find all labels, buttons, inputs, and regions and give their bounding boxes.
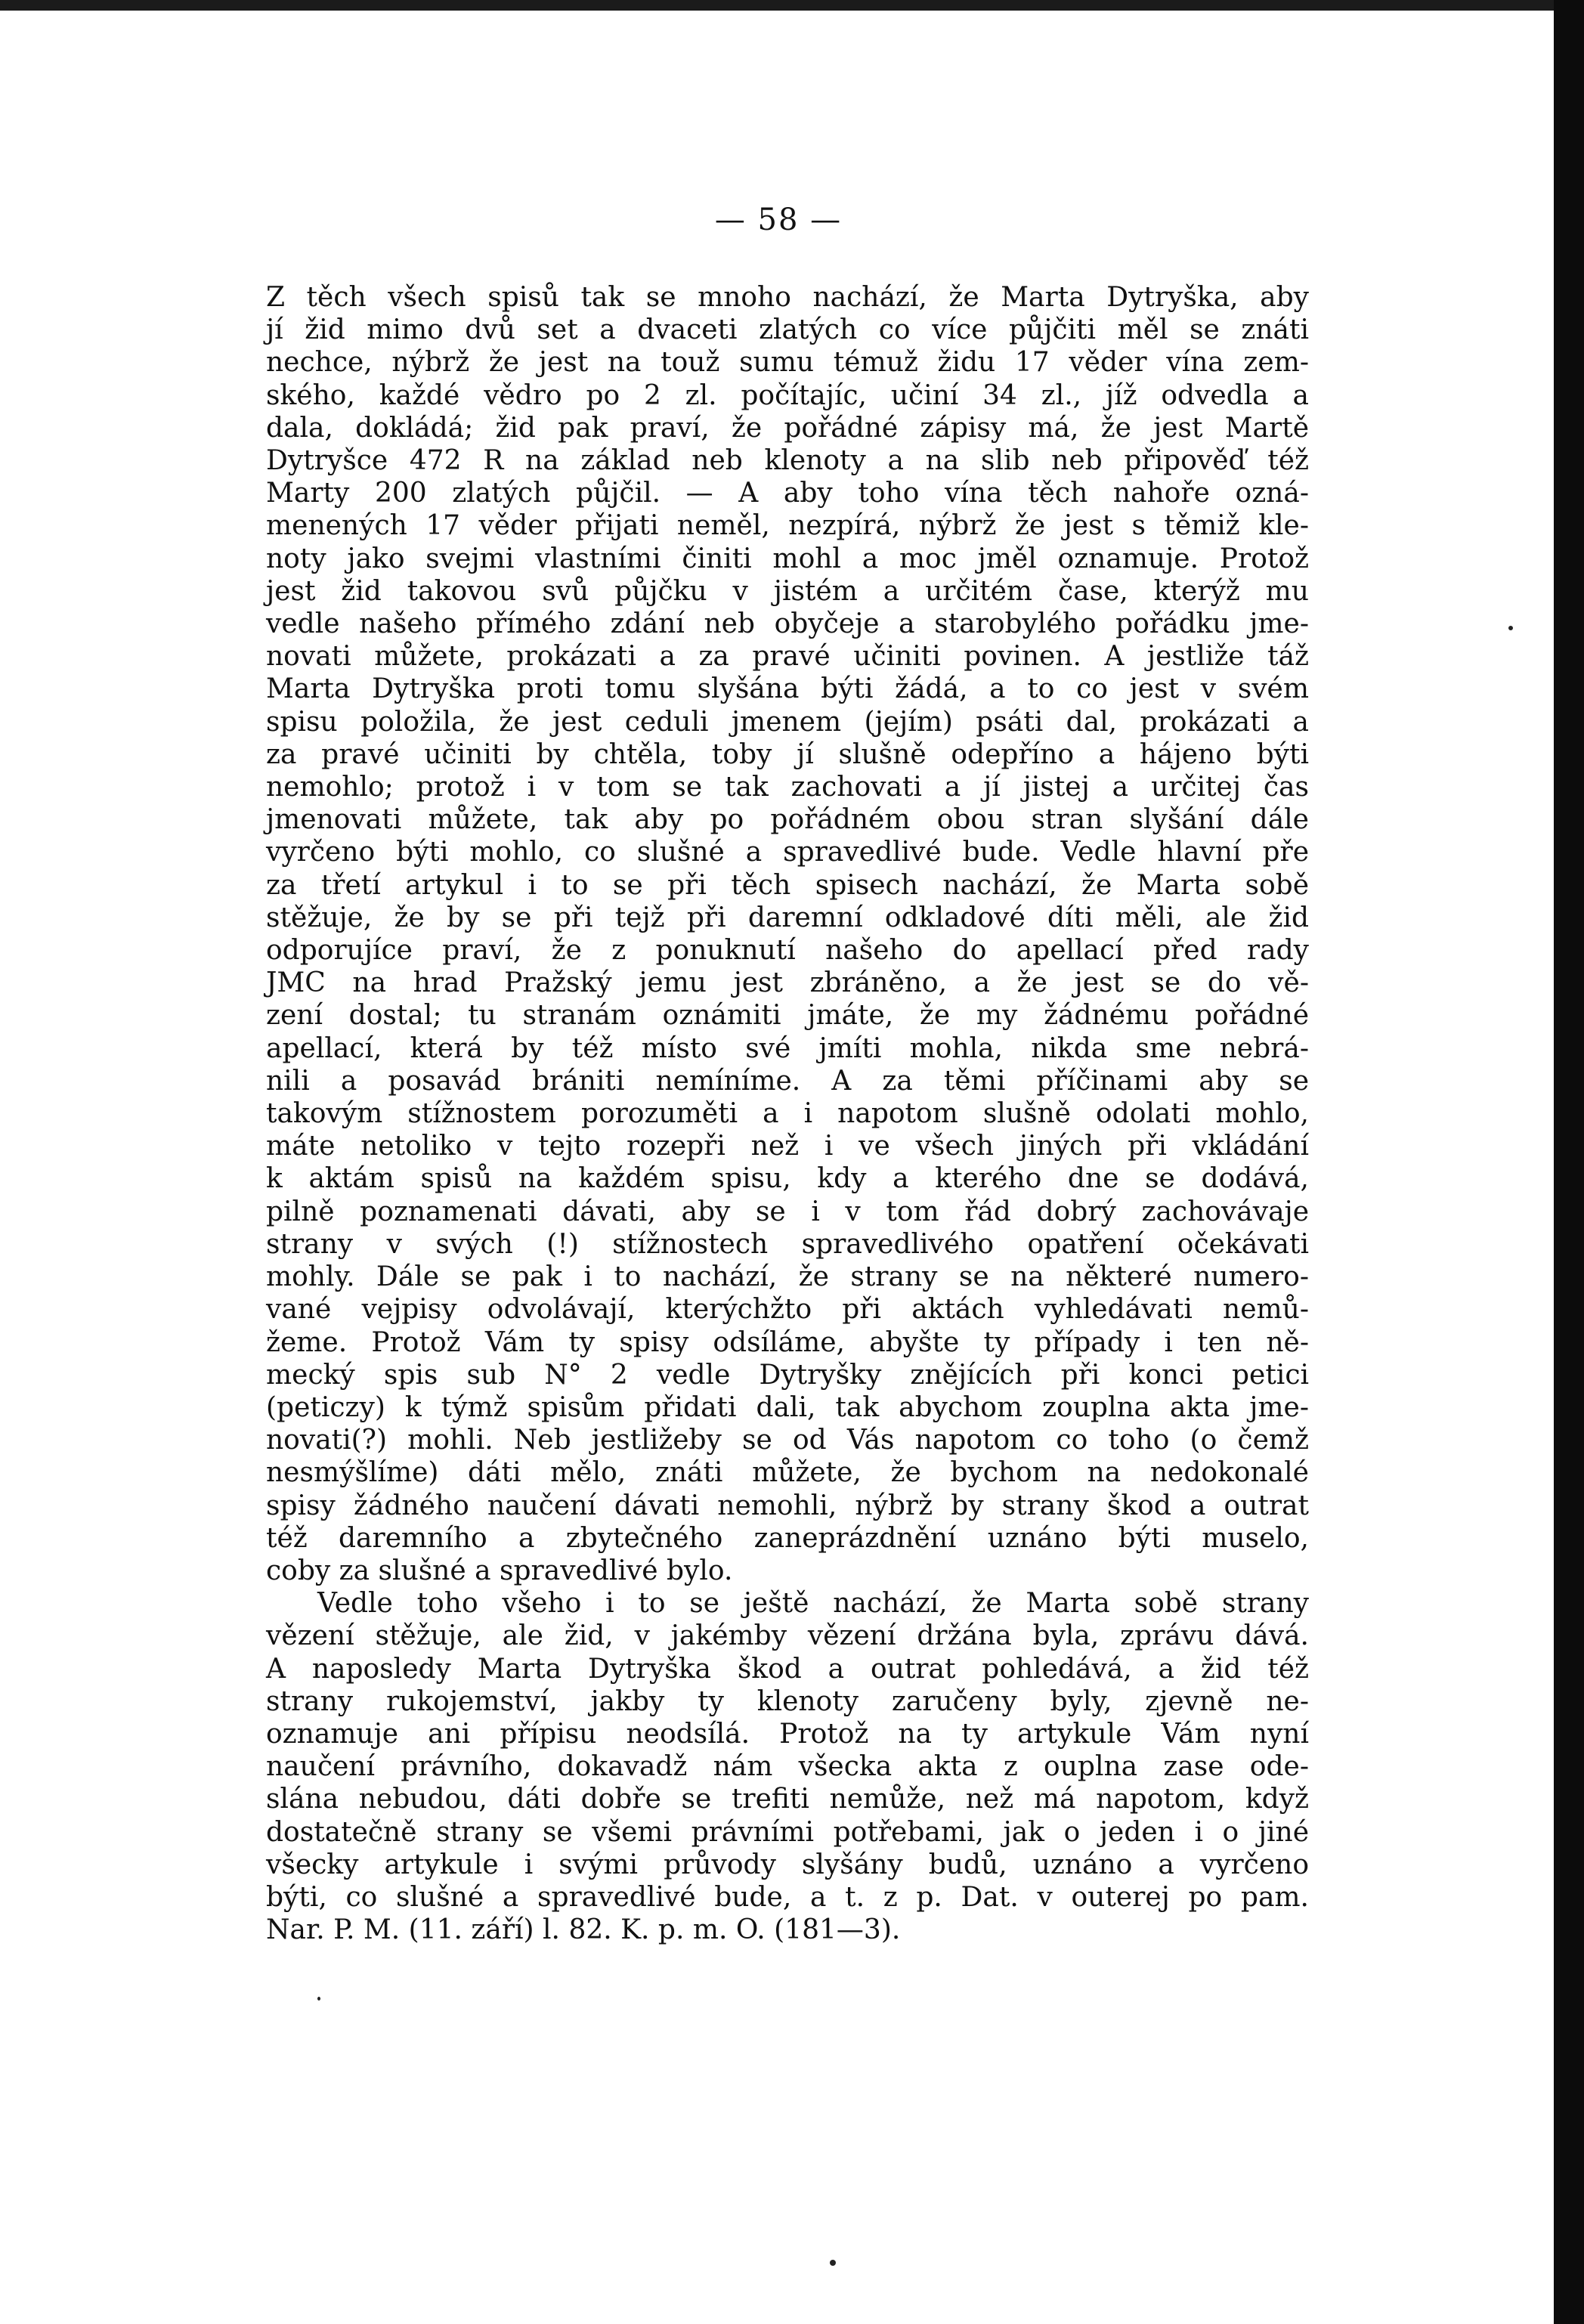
scan-speck — [317, 1997, 320, 2001]
text-line: Z těch všech spisů tak se mnoho nachází, že Marta Dytryška, aby — [266, 282, 1309, 313]
scan-speck — [830, 2260, 836, 2266]
text-line: pilně poznamenati dávati, aby se i v tom řád dobrý zachovávaje — [266, 1196, 1309, 1227]
text-line: vané vejpisy odvolávají, kterýchžto při aktách vyhledávati nemů- — [266, 1294, 1309, 1326]
text-line: (peticzy) k týmž spisům přidati dali, tak abychom zouplna akta jme- — [266, 1391, 1309, 1423]
text-line: jí žid mimo dvů set a dvaceti zlatých co více půjčiti měl se znáti — [266, 314, 1309, 346]
text-line: Marty 200 zlatých půjčil. — A aby toho vína těch nahoře ozná- — [266, 478, 1309, 509]
text-line: apellací, která by též místo své jmíti mohla, nikda sme nebrá- — [266, 1032, 1309, 1064]
text-line: dala, dokládá; žid pak praví, že pořádné zápisy má, že jest Martě — [266, 412, 1309, 444]
text-line: coby za slušné a spravedlivé bylo. — [266, 1555, 733, 1586]
text-line: noty jako svejmi vlastními činiti mohl a moc jměl oznamuje. Protož — [266, 543, 1309, 574]
text-line: odporujíce praví, že z ponuknutí našeho do apellací před rady — [266, 935, 1309, 967]
text-line: Dytryšce 472 R na základ neb klenoty a na slib neb připověď též — [266, 445, 1309, 477]
text-line: slána nebudou, dáti dobře se trefiti nemůže, než má napotom, když — [266, 1784, 1309, 1815]
text-line: žeme. Protož Vám ty spisy odsíláme, abyšte ty případy i ten ně- — [266, 1326, 1309, 1358]
text-line: Vedle toho všeho i to se ještě nachází, že Marta sobě strany — [317, 1588, 1309, 1620]
text-line: vedle našeho přímého zdání neb obyčeje a starobylého pořádku jme- — [266, 608, 1309, 640]
text-line: jmenovati můžete, tak aby po pořádném obou stran slyšání dále — [266, 804, 1309, 836]
text-line: novati(?) mohli. Neb jestližeby se od Vás napotom co toho (o čemž — [266, 1425, 1309, 1456]
text-line: nesmýšlíme) dáti mělo, znáti můžete, že bychom na nedokonalé — [266, 1457, 1309, 1489]
text-line: oznamuje ani přípisu neodsílá. Protož na ty artykule Vám nyní — [266, 1718, 1309, 1750]
text-line: zení dostal; tu stranám oznámiti jmáte, že my žádnému pořádné — [266, 1000, 1309, 1032]
scan-border-right — [1554, 0, 1584, 2324]
scan-speck — [1508, 626, 1513, 630]
text-line: nechce, nýbrž že jest na touž sumu témuž židu 17 věder vína zem- — [266, 347, 1309, 379]
text-line: spisu položila, že jest ceduli jmenem (jejím) psáti dal, prokázati a — [266, 706, 1309, 738]
text-line: mohly. Dále se pak i to nachází, že strany se na některé numero- — [266, 1261, 1309, 1293]
text-line: nili a posavád brániti nemíníme. A za těmi příčinami aby se — [266, 1065, 1309, 1097]
text-line: strany rukojemství, jakby ty klenoty zaručeny byly, zjevně ne- — [266, 1685, 1309, 1717]
text-line: menených 17 věder přijati neměl, nezpírá, nýbrž že jest s těmiž kle- — [266, 510, 1309, 542]
text-line: A naposledy Marta Dytryška škod a outrat pohledává, a žid též — [266, 1653, 1309, 1685]
text-line: ského, každé vědro po 2 zl. počítajíc, učiní 34 zl., jíž odvedla a — [266, 379, 1309, 411]
text-line: máte netoliko v tejto rozepři než i ve všech jiných při vkládání — [266, 1131, 1309, 1162]
text-line: vězení stěžuje, ale žid, v jakémby vězení držána byla, zprávu dává. — [266, 1620, 1309, 1652]
text-line: též daremního a zbytečného zaneprázdnění uznáno býti muselo, — [266, 1522, 1309, 1554]
text-line: mecký spis sub N° 2 vedle Dytryšky znějících při konci petici — [266, 1359, 1309, 1391]
text-line: vyrčeno býti mohlo, co slušné a spravedlivé bude. Vedle hlavní pře — [266, 837, 1309, 868]
text-line: spisy žádného naučení dávati nemohli, nýbrž by strany škod a outrat — [266, 1490, 1309, 1521]
text-line: Nar. P. M. (11. září) l. 82. K. p. m. O. (181—3). — [266, 1914, 901, 1946]
text-line: všecky artykule i svými průvody slyšány budů, uznáno a vyrčeno — [266, 1849, 1309, 1880]
text-line: dostatečně strany se všemi právními potřebami, jak o jeden i o jiné — [266, 1816, 1309, 1848]
text-line: takovým stížnostem porozuměti a i napotom slušně odolati mohlo, — [266, 1098, 1309, 1130]
text-line: novati můžete, prokázati a za pravé učiniti povinen. A jestliže táž — [266, 641, 1309, 673]
text-line: nemohlo; protož i v tom se tak zachovati a jí jistej a určitej čas — [266, 772, 1309, 803]
paragraph-1 — [266, 281, 1309, 1587]
text-line: stěžuje, že by se při tejž při daremní odkladové díti měli, ale žid — [266, 902, 1309, 933]
text-line: za pravé učiniti by chtěla, toby jí slušně odepříno a hájeno býti — [266, 738, 1309, 770]
paragraph-2 — [266, 1587, 1309, 1946]
text-line: k aktám spisů na každém spisu, kdy a kterého dne se dodává, — [266, 1163, 1309, 1195]
scan-border-top — [0, 0, 1557, 11]
text-line: za třetí artykul i to se při těch spisech nachází, že Marta sobě — [266, 869, 1309, 901]
text-line: JMC na hrad Pražský jemu jest zbráněno, a že jest se do vě- — [266, 967, 1309, 999]
text-line: býti, co slušné a spravedlivé bude, a t. z p. Dat. v outerej po pam. — [266, 1881, 1309, 1913]
text-line: naučení právního, dokavadž nám všecka akta z ouplna zase ode- — [266, 1751, 1309, 1783]
page-number: — 58 — — [714, 203, 843, 237]
body-text — [266, 281, 1309, 1946]
text-line: strany v svých (!) stížnostech spravedlivého opatření očekávati — [266, 1228, 1309, 1260]
text-line: jest žid takovou svů půjčku v jistém a určitém čase, kterýž mu — [266, 575, 1309, 607]
text-line: Marta Dytryška proti tomu slyšána býti žádá, a to co jest v svém — [266, 673, 1309, 705]
